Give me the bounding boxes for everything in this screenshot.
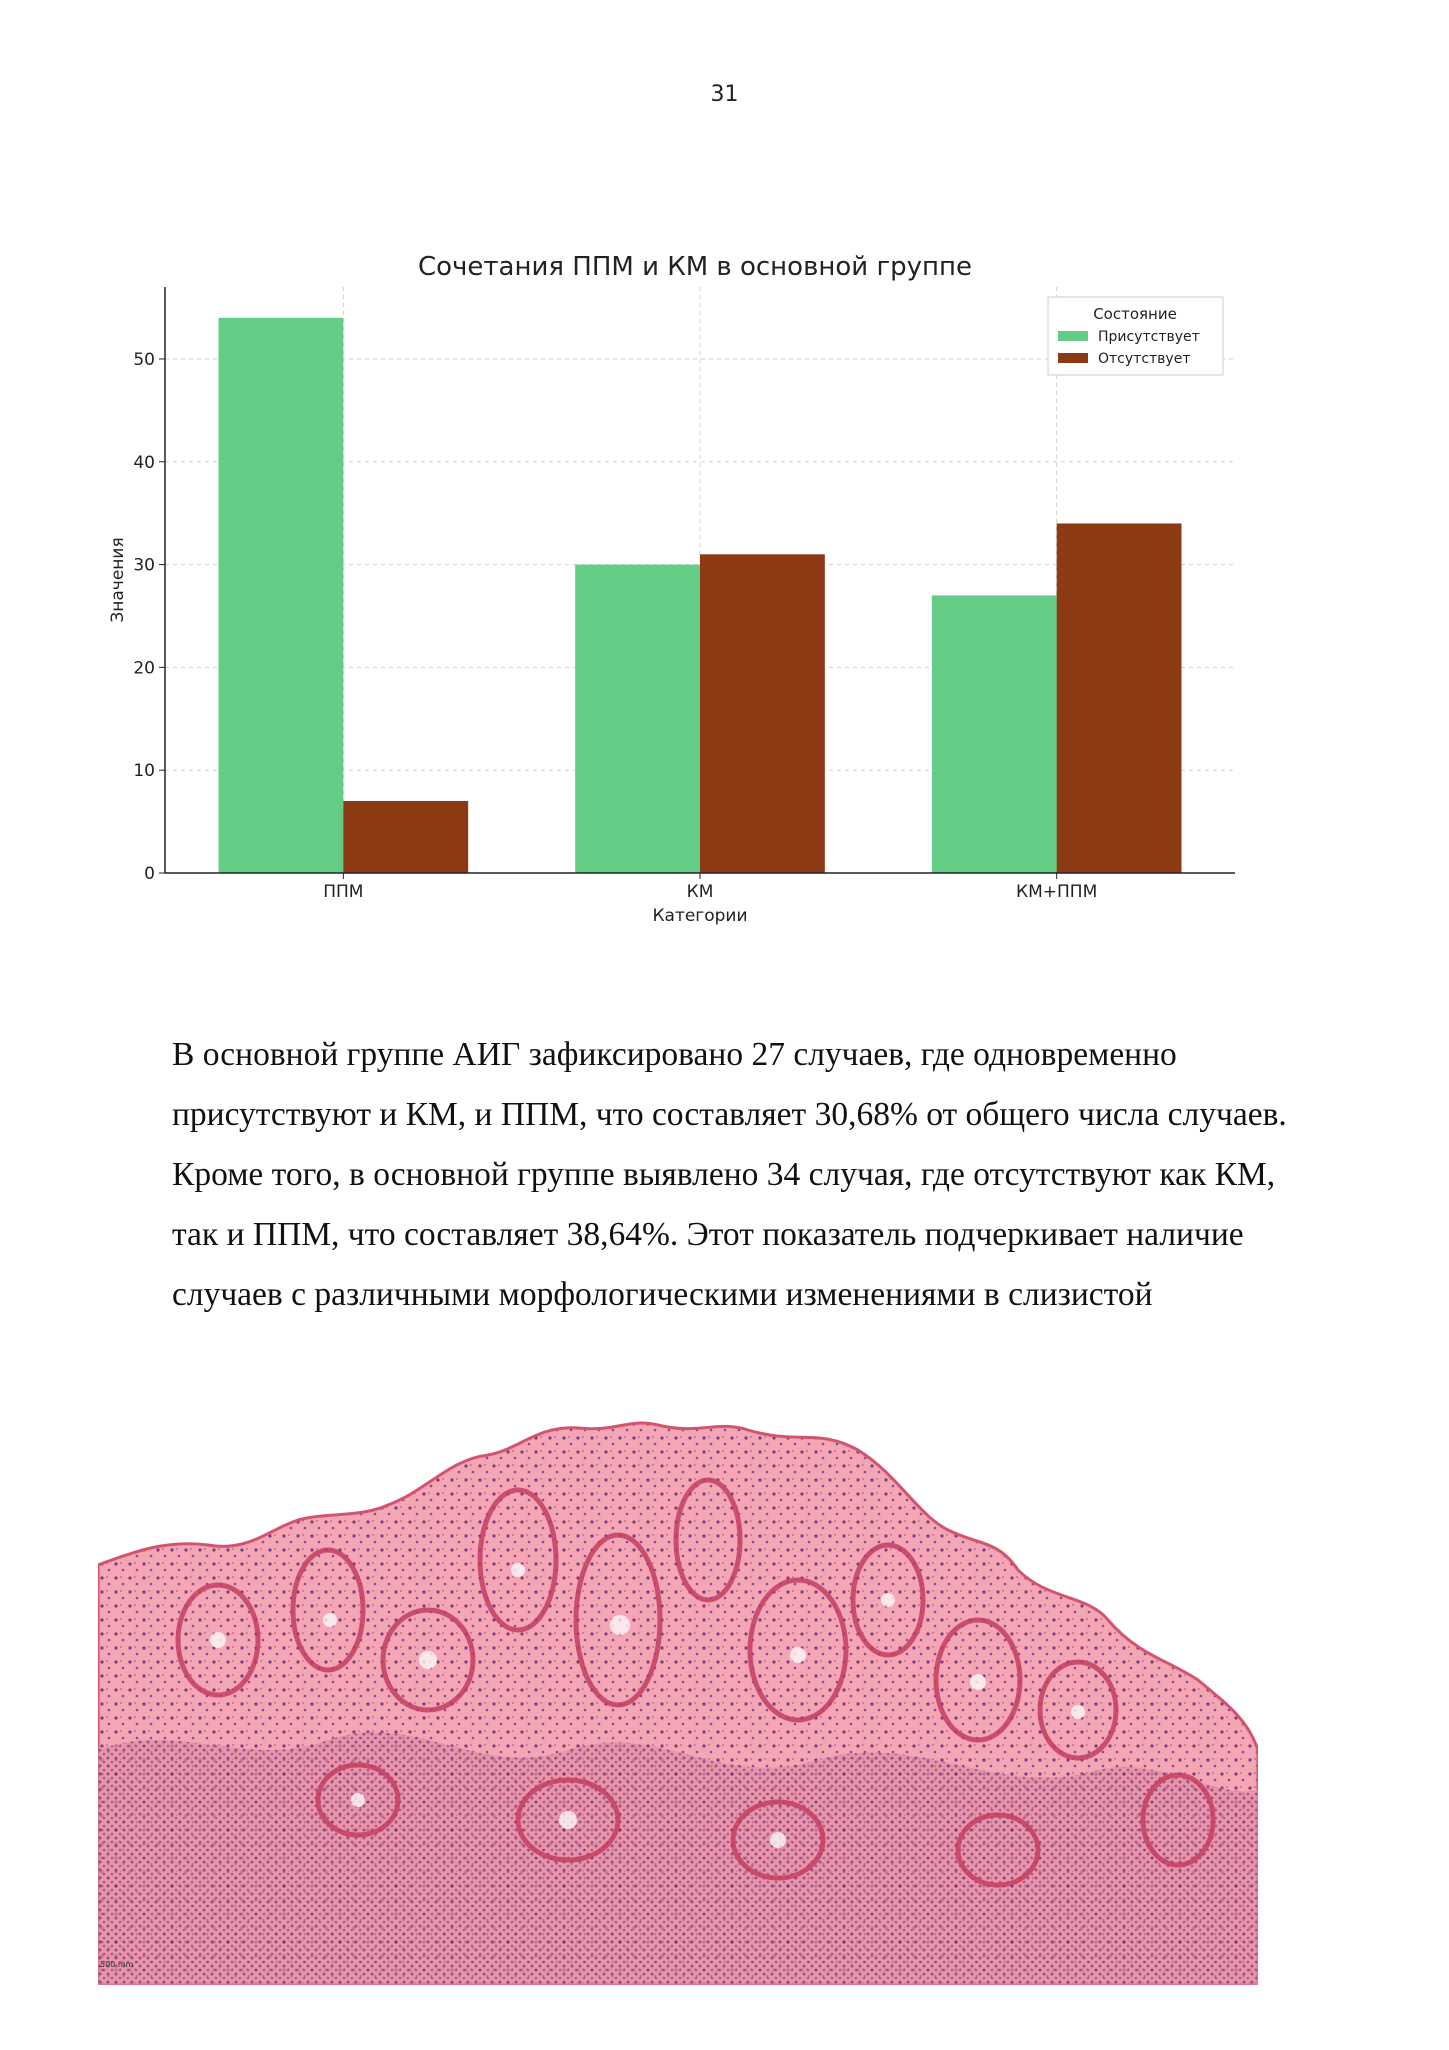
page-number: 31 (710, 82, 739, 107)
x-axis-label: Категории (652, 906, 748, 926)
x-tick-label: ППМ (323, 882, 364, 902)
chart-title: Сочетания ППМ и КМ в основной группе (417, 252, 973, 282)
histology-micrograph (98, 1420, 1258, 1985)
bar-absent-1 (700, 554, 825, 873)
legend-label-absent: Отсутствует (1098, 351, 1191, 367)
y-tick-label: 0 (144, 864, 155, 884)
bar-present-1 (575, 565, 700, 873)
y-tick-label: 50 (133, 349, 155, 370)
y-tick-label: 30 (133, 555, 155, 576)
y-tick-label: 10 (133, 761, 155, 782)
y-tick-label: 40 (133, 452, 155, 473)
bar-present-2 (932, 595, 1057, 873)
legend-title: Состояние (1093, 305, 1177, 323)
scale-bar: 500 mm (100, 1960, 134, 1969)
body-line: случаев с различными морфологическими изменениями в слизистой (172, 1276, 1153, 1313)
y-axis-ticks (133, 350, 165, 884)
x-tick-label: КМ (686, 882, 714, 902)
body-line: присутствуют и КМ, и ППМ, что составляет 30,68% от общего числа случаев. (172, 1096, 1287, 1133)
body-line: так и ППМ, что составляет 38,64%. Этот показатель подчеркивает наличие (172, 1216, 1244, 1253)
body-line: В основной группе АИГ зафиксировано 27 случаев, где одновременно (172, 1036, 1177, 1073)
x-axis-ticks (323, 873, 1097, 902)
chart-legend (1048, 297, 1223, 375)
bar-chart (95, 245, 1275, 945)
legend-swatch-present (1058, 331, 1088, 341)
bar-absent-0 (343, 801, 468, 873)
x-tick-label: КМ+ППМ (1016, 882, 1098, 902)
bar-present-0 (219, 318, 344, 873)
legend-label-present: Присутствует (1098, 329, 1200, 345)
bar-absent-2 (1057, 523, 1182, 873)
body-paragraph (172, 1025, 1322, 1325)
body-line: Кроме того, в основной группе выявлено 34 случая, где отсутствуют как КМ, (172, 1156, 1276, 1193)
y-axis-label: Значения (108, 537, 128, 623)
y-tick-label: 20 (133, 658, 155, 679)
legend-swatch-absent (1058, 353, 1088, 363)
